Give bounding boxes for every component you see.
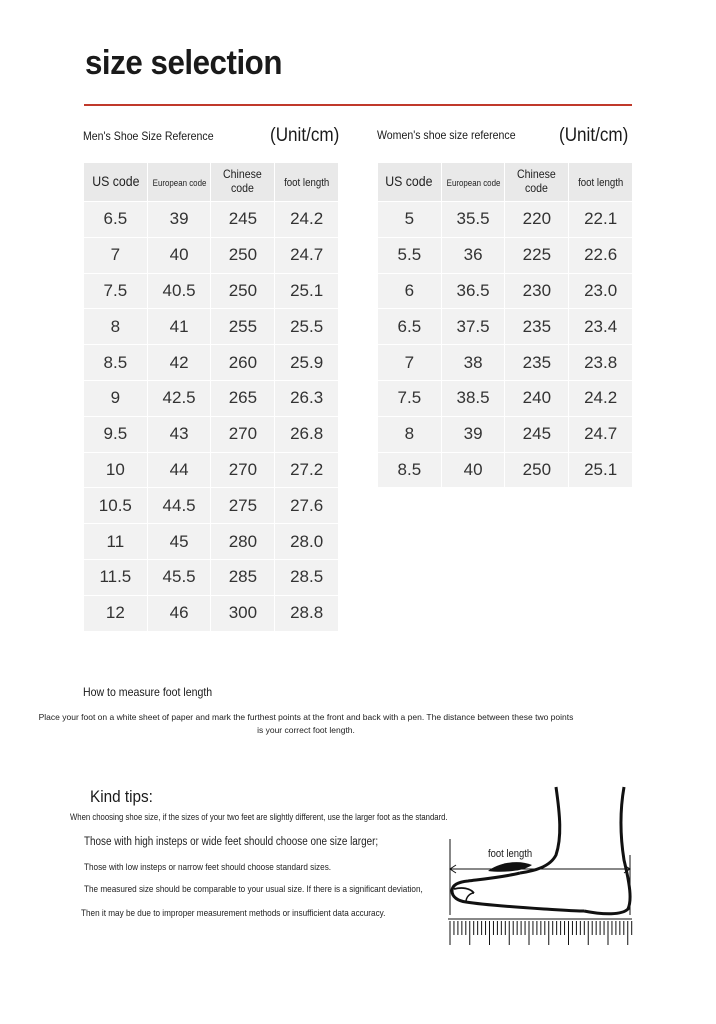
men-table-row <box>84 381 338 416</box>
men-table-cell: 10.5 <box>84 488 147 523</box>
men-table-cell: 40 <box>148 238 211 273</box>
women-table-cell: 245 <box>505 417 568 452</box>
men-table-row <box>84 345 338 380</box>
women-table-row <box>378 453 632 488</box>
women-table-cell: 7.5 <box>378 381 441 416</box>
women-table-cell: 220 <box>505 202 568 237</box>
women-unit-label: (Unit/cm) <box>559 125 629 146</box>
women-table-header-row <box>378 163 632 201</box>
men-table-cell: 270 <box>211 417 274 452</box>
foot-length-label: foot length <box>488 848 533 860</box>
men-table-header-row <box>84 163 338 201</box>
men-table-cell: 45.5 <box>148 560 211 595</box>
men-table-cell: 300 <box>211 596 274 631</box>
men-table-cell: 8 <box>84 309 147 344</box>
men-table-row <box>84 417 338 452</box>
men-table-cell: 12 <box>84 596 147 631</box>
women-table-cell: 25.1 <box>569 453 632 488</box>
men-table-cell: 44.5 <box>148 488 211 523</box>
men-table-cell: 255 <box>211 309 274 344</box>
women-table-cell: 36 <box>442 238 505 273</box>
foot-measure-illustration-icon <box>444 785 634 950</box>
men-table-cell: 39 <box>148 202 211 237</box>
men-table-row <box>84 238 338 273</box>
men-table-cell: 27.2 <box>275 453 338 488</box>
page-title: size selection <box>85 44 282 82</box>
men-table-cell: 44 <box>148 453 211 488</box>
women-table-cell: 23.4 <box>569 309 632 344</box>
women-table-row <box>378 417 632 452</box>
women-table-cell: 37.5 <box>442 309 505 344</box>
men-table-cell: 265 <box>211 381 274 416</box>
men-table-cell: 285 <box>211 560 274 595</box>
women-table-cell: 38.5 <box>442 381 505 416</box>
women-table-cell: 8 <box>378 417 441 452</box>
women-table-cell: 24.2 <box>569 381 632 416</box>
tip-item: When choosing shoe size, if the sizes of your two feet are slightly different, use the larger foot as the standard. <box>70 812 448 822</box>
men-table-row <box>84 524 338 559</box>
men-table-cell: 26.3 <box>275 381 338 416</box>
men-table-cell: 25.5 <box>275 309 338 344</box>
men-table-cell: 250 <box>211 274 274 309</box>
women-table-cell: 35.5 <box>442 202 505 237</box>
women-table-cell: 8.5 <box>378 453 441 488</box>
men-table-cell: 245 <box>211 202 274 237</box>
men-table-cell: 25.1 <box>275 274 338 309</box>
women-table-cell: 23.0 <box>569 274 632 309</box>
men-table-cell: 42 <box>148 345 211 380</box>
women-table-row <box>378 309 632 344</box>
men-table-cell: 24.2 <box>275 202 338 237</box>
women-table-cell: 22.1 <box>569 202 632 237</box>
men-table-cell: 270 <box>211 453 274 488</box>
women-table-row <box>378 345 632 380</box>
men-header-cn: Chinese code <box>211 163 274 201</box>
men-table-cell: 275 <box>211 488 274 523</box>
men-table-cell: 46 <box>148 596 211 631</box>
women-table-cell: 240 <box>505 381 568 416</box>
women-header-foot-length: foot length <box>569 163 632 201</box>
men-table-cell: 260 <box>211 345 274 380</box>
women-table-cell: 23.8 <box>569 345 632 380</box>
men-table-cell: 9.5 <box>84 417 147 452</box>
men-header-eu: European code <box>148 163 211 201</box>
women-table-cell: 5 <box>378 202 441 237</box>
women-table-cell: 5.5 <box>378 238 441 273</box>
women-table-row <box>378 381 632 416</box>
measure-instructions: Place your foot on a white sheet of paper and mark the furthest points at the front and back with a pen. The distance between these two points is your correct foot length. <box>38 712 574 735</box>
men-table-cell: 24.7 <box>275 238 338 273</box>
men-table-cell: 42.5 <box>148 381 211 416</box>
men-table-cell: 9 <box>84 381 147 416</box>
men-table-cell: 280 <box>211 524 274 559</box>
women-table-cell: 39 <box>442 417 505 452</box>
men-table-row <box>84 596 338 631</box>
men-table-cell: 7 <box>84 238 147 273</box>
men-table-cell: 45 <box>148 524 211 559</box>
men-table-label: Men's Shoe Size Reference <box>83 129 214 143</box>
women-table-row <box>378 274 632 309</box>
men-table-cell: 28.5 <box>275 560 338 595</box>
men-header-us: US code <box>84 163 147 201</box>
title-divider <box>84 104 632 106</box>
women-table-cell: 6 <box>378 274 441 309</box>
women-table-cell: 235 <box>505 309 568 344</box>
women-table-cell: 36.5 <box>442 274 505 309</box>
women-table-cell: 230 <box>505 274 568 309</box>
women-table-cell: 250 <box>505 453 568 488</box>
women-table-cell: 22.6 <box>569 238 632 273</box>
men-table-row <box>84 202 338 237</box>
women-table-cell: 40 <box>442 453 505 488</box>
women-table-cell: 38 <box>442 345 505 380</box>
women-header-cn: Chinese code <box>505 163 568 201</box>
men-table-row <box>84 488 338 523</box>
tips-title: Kind tips: <box>90 787 153 806</box>
women-header-eu: European code <box>442 163 505 201</box>
women-header-us: US code <box>378 163 441 201</box>
men-table-cell: 26.8 <box>275 417 338 452</box>
men-table-cell: 10 <box>84 453 147 488</box>
men-table-cell: 43 <box>148 417 211 452</box>
men-table-cell: 7.5 <box>84 274 147 309</box>
men-table-cell: 11.5 <box>84 560 147 595</box>
men-table-row <box>84 560 338 595</box>
men-table-cell: 41 <box>148 309 211 344</box>
men-table-cell: 11 <box>84 524 147 559</box>
men-table-row <box>84 274 338 309</box>
women-table-label: Women's shoe size reference <box>377 128 516 142</box>
measure-title: How to measure foot length <box>83 685 213 699</box>
women-table-row <box>378 202 632 237</box>
women-table-cell: 24.7 <box>569 417 632 452</box>
men-table-cell: 25.9 <box>275 345 338 380</box>
tip-item: Those with low insteps or narrow feet should choose standard sizes. <box>84 862 332 873</box>
men-size-table <box>83 162 339 632</box>
men-unit-label: (Unit/cm) <box>270 125 340 146</box>
men-table-row <box>84 453 338 488</box>
women-size-table <box>377 162 633 488</box>
men-table-cell: 28.0 <box>275 524 338 559</box>
women-table-cell: 225 <box>505 238 568 273</box>
men-table-cell: 28.8 <box>275 596 338 631</box>
women-table-cell: 7 <box>378 345 441 380</box>
women-table-cell: 6.5 <box>378 309 441 344</box>
men-header-foot-length: foot length <box>275 163 338 201</box>
men-table-row <box>84 309 338 344</box>
tip-item: The measured size should be comparable to your usual size. If there is a significant deviation, <box>84 884 423 895</box>
men-table-cell: 250 <box>211 238 274 273</box>
men-table-cell: 8.5 <box>84 345 147 380</box>
women-table-row <box>378 238 632 273</box>
men-table-cell: 40.5 <box>148 274 211 309</box>
men-table-cell: 27.6 <box>275 488 338 523</box>
tip-item: Then it may be due to improper measurement methods or insufficient data accuracy. <box>81 908 386 919</box>
men-table-cell: 6.5 <box>84 202 147 237</box>
women-table-cell: 235 <box>505 345 568 380</box>
tip-item: Those with high insteps or wide feet should choose one size larger; <box>84 836 379 848</box>
